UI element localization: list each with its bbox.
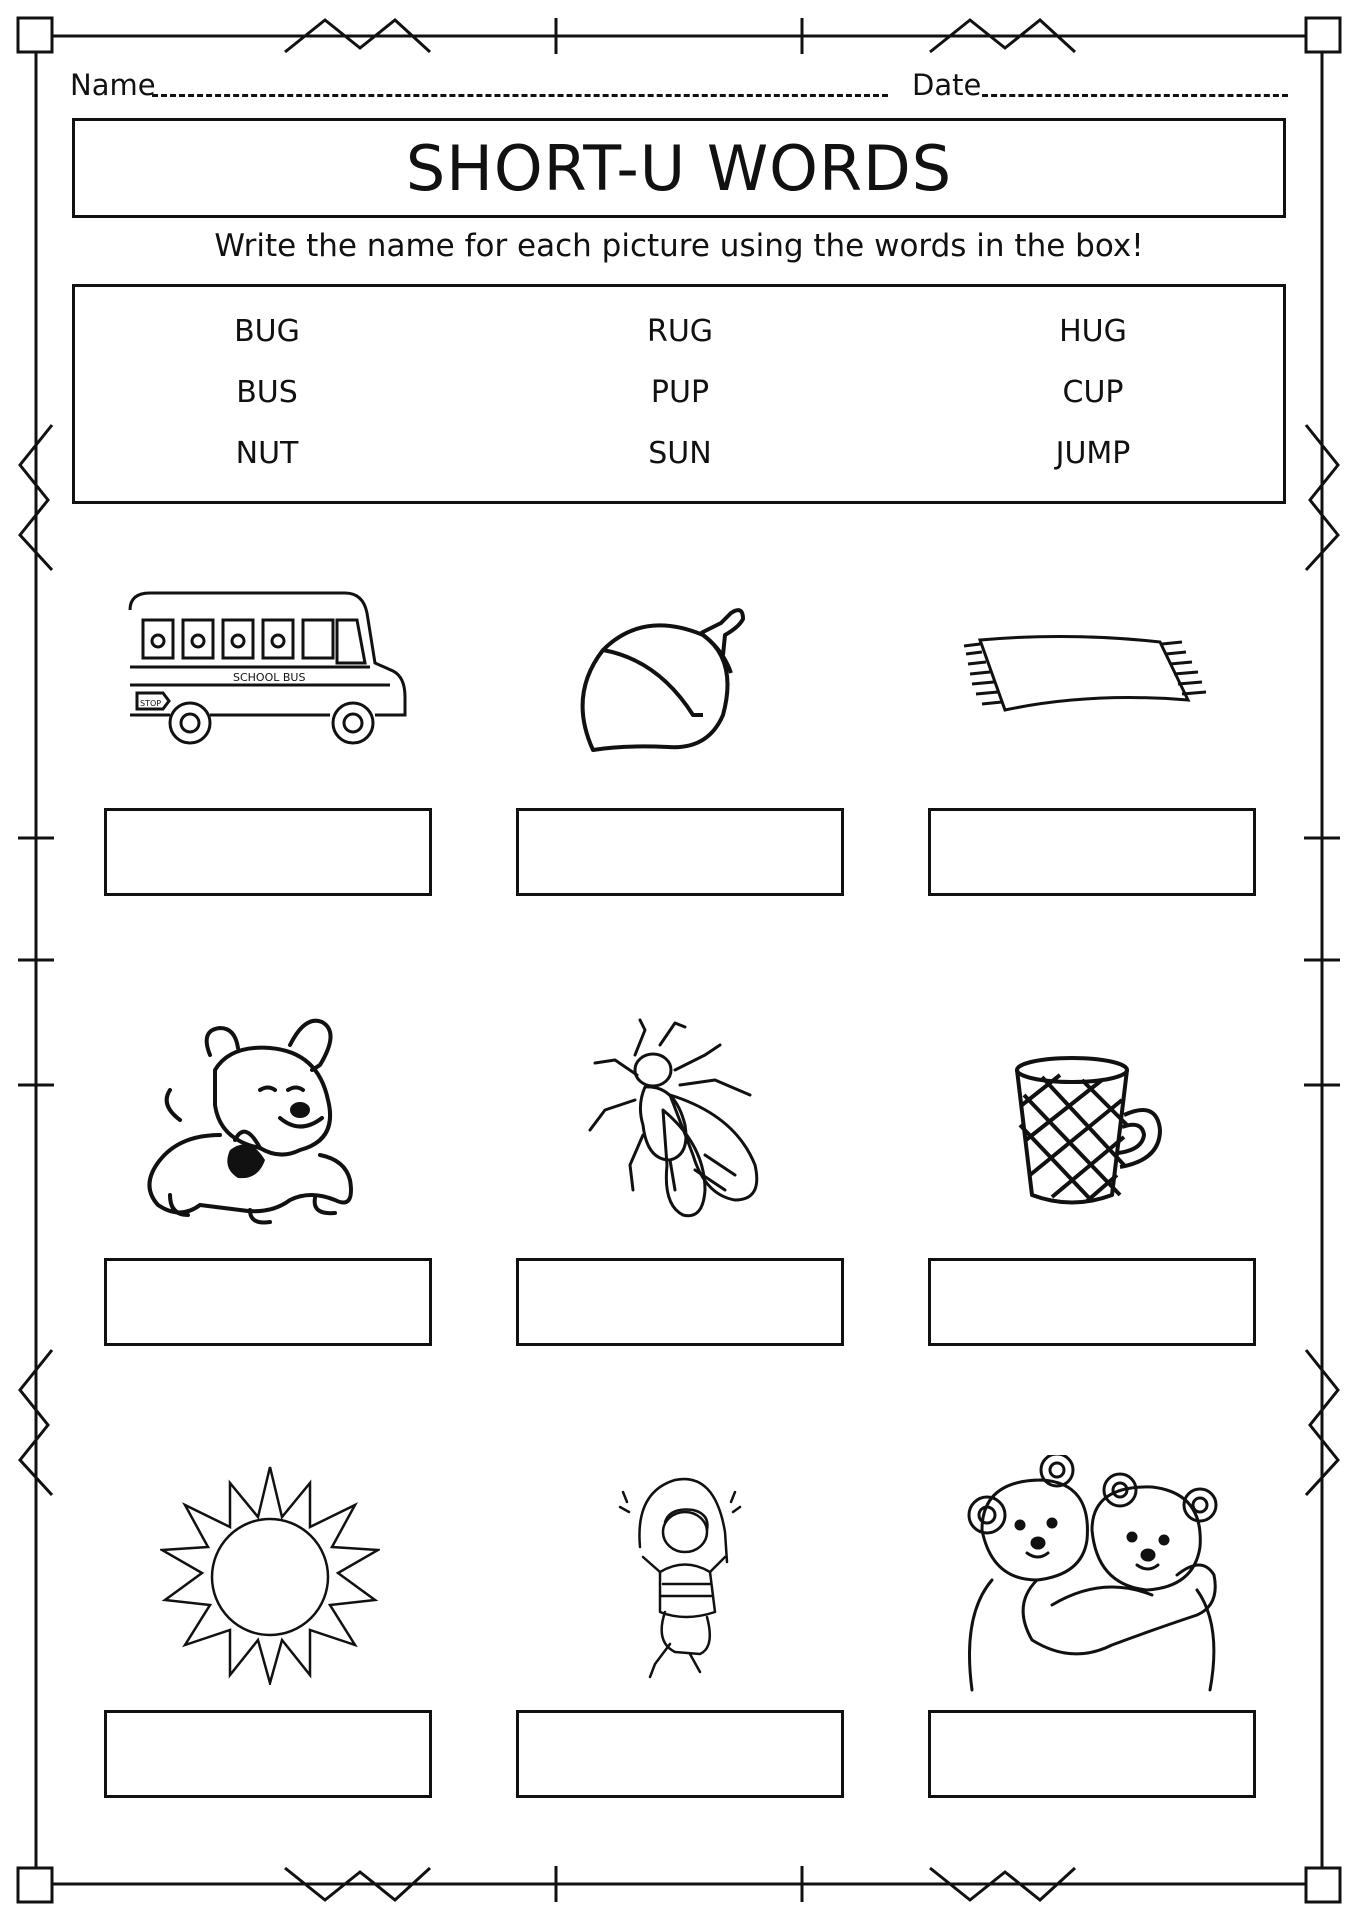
cup-icon bbox=[1012, 1055, 1162, 1210]
instructions: Write the name for each picture using the words in the box! bbox=[214, 228, 1144, 264]
word-bug: BUG bbox=[234, 314, 300, 349]
word-bus: BUS bbox=[236, 375, 298, 410]
answer-box-jump[interactable] bbox=[516, 1710, 844, 1798]
puppy-icon bbox=[140, 1010, 400, 1235]
word-hug: HUG bbox=[1059, 314, 1127, 349]
bug-icon bbox=[575, 1015, 785, 1235]
answer-box-hug[interactable] bbox=[928, 1710, 1256, 1798]
answer-box-sun[interactable] bbox=[104, 1710, 432, 1798]
nut-icon bbox=[573, 605, 783, 755]
date-label: Date bbox=[912, 68, 982, 102]
answer-box-cup[interactable] bbox=[928, 1258, 1256, 1346]
page-title: SHORT-U WORDS bbox=[405, 131, 953, 205]
answer-box-bus[interactable] bbox=[104, 808, 432, 896]
child-jumping-rope-icon bbox=[615, 1472, 750, 1682]
word-pup: PUP bbox=[650, 375, 710, 410]
word-sun: SUN bbox=[648, 436, 712, 471]
word-jump: JUMP bbox=[1055, 436, 1131, 471]
word-nut: NUT bbox=[235, 436, 299, 471]
sun-icon bbox=[160, 1465, 380, 1685]
title-box bbox=[72, 118, 1286, 218]
school-bus-icon bbox=[125, 585, 410, 755]
word-cup: CUP bbox=[1062, 375, 1124, 410]
word-rug: RUG bbox=[646, 314, 714, 349]
bus-label: SCHOOL BUS bbox=[233, 671, 306, 684]
answer-box-bug[interactable] bbox=[516, 1258, 844, 1346]
answer-box-rug[interactable] bbox=[928, 808, 1256, 896]
date-line[interactable] bbox=[982, 94, 1288, 97]
rug-icon bbox=[960, 630, 1220, 715]
name-line[interactable] bbox=[152, 94, 888, 97]
bears-hugging-icon bbox=[952, 1455, 1232, 1695]
answer-box-pup[interactable] bbox=[104, 1258, 432, 1346]
name-label: Name bbox=[70, 68, 156, 102]
answer-box-nut[interactable] bbox=[516, 808, 844, 896]
word-bank bbox=[72, 284, 1286, 504]
stop-sign-label: STOP bbox=[140, 699, 162, 708]
